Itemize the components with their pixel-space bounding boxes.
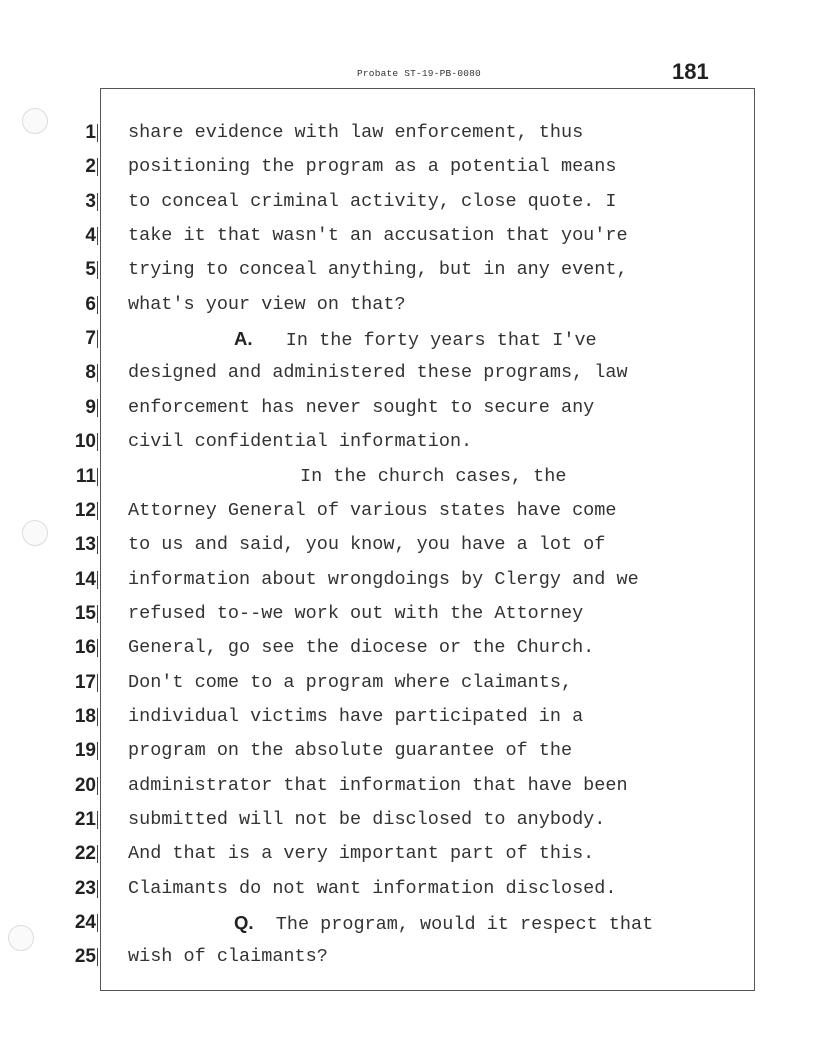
transcript-line — [0, 391, 816, 425]
line-text — [128, 185, 616, 219]
line-body: submitted will not be disclosed to anybody. — [128, 809, 606, 830]
line-body: civil confidential information. — [128, 431, 473, 453]
line-body: to us and said, you know, you have a lot of — [128, 534, 606, 556]
line-text — [234, 906, 653, 942]
line-number-rule — [97, 330, 101, 348]
line-text — [128, 769, 628, 803]
transcript-line — [0, 563, 816, 597]
line-body: refused to--we work out with the Attorney — [128, 602, 584, 624]
line-text — [128, 563, 639, 597]
transcript-line — [0, 940, 816, 974]
line-text — [300, 460, 566, 494]
line-text — [128, 940, 328, 974]
line-number: 25 — [74, 946, 96, 968]
line-number-rule — [97, 364, 101, 382]
line-number: 8 — [85, 362, 96, 384]
line-text — [128, 837, 594, 871]
line-body: Don't come to a program where claimants, — [128, 671, 573, 693]
line-body: Claimants do not want information disclosed. — [128, 877, 617, 899]
line-number-rule — [97, 502, 101, 520]
line-number-rule — [97, 468, 101, 486]
line-number-rule — [97, 571, 101, 589]
line-text — [128, 288, 406, 322]
transcript-line — [0, 803, 816, 837]
transcript-line — [0, 185, 816, 219]
transcript-line — [0, 734, 816, 768]
line-text — [128, 872, 616, 906]
transcript-line — [0, 460, 816, 494]
page-number: 181 — [672, 59, 709, 84]
line-body: The program, would it respect that — [253, 914, 654, 936]
line-body: General, go see the diocese or the Church. — [128, 637, 595, 659]
line-body: administrator that information that have been — [128, 774, 628, 796]
line-number: 15 — [74, 602, 96, 624]
line-number: 16 — [74, 637, 96, 659]
transcript-line — [0, 425, 816, 459]
line-text — [128, 597, 583, 631]
line-text — [128, 356, 628, 390]
line-text — [128, 700, 583, 734]
line-number: 22 — [74, 843, 96, 865]
line-number-rule — [97, 433, 101, 451]
transcript-line — [0, 116, 816, 150]
line-text — [128, 116, 583, 150]
transcript-line — [0, 253, 816, 287]
line-number: 3 — [85, 190, 96, 212]
line-number: 21 — [74, 809, 96, 830]
transcript-line — [0, 700, 816, 734]
transcript-line — [0, 906, 816, 940]
transcript-line — [0, 356, 816, 390]
transcript-line — [0, 150, 816, 184]
line-number-rule — [97, 261, 101, 279]
line-body: to conceal criminal activity, close quote. I — [128, 190, 617, 212]
line-body: individual victims have participated in a — [128, 705, 584, 727]
line-number-rule — [97, 536, 101, 554]
line-number-rule — [97, 605, 101, 623]
line-number: 20 — [74, 774, 96, 796]
speaker-label: Q. — [234, 912, 254, 934]
line-number-rule — [97, 296, 101, 314]
line-text — [128, 425, 472, 459]
line-text — [128, 391, 594, 425]
line-number-rule — [97, 914, 101, 932]
line-body: share evidence with law enforcement, thus — [128, 122, 584, 143]
line-text — [128, 494, 616, 528]
line-number: 2 — [85, 156, 96, 178]
line-number: 17 — [74, 671, 96, 693]
line-body: program on the absolute guarantee of the — [128, 740, 573, 762]
line-number: 12 — [74, 499, 96, 521]
transcript-line — [0, 494, 816, 528]
line-number-rule — [97, 845, 101, 863]
line-text — [128, 528, 605, 562]
line-text — [128, 666, 572, 700]
line-number-rule — [97, 227, 101, 245]
line-number: 1 — [85, 122, 96, 143]
line-text — [234, 322, 597, 358]
transcript-line — [0, 769, 816, 803]
line-number-rule — [97, 742, 101, 760]
line-number-rule — [97, 777, 101, 795]
line-body: designed and administered these programs, law — [128, 362, 628, 384]
line-body: positioning the program as a potential means — [128, 156, 617, 178]
line-number-rule — [97, 948, 101, 966]
line-number-rule — [97, 674, 101, 692]
line-number-rule — [97, 639, 101, 657]
line-text — [128, 219, 628, 253]
line-body: In the church cases, the — [300, 465, 567, 487]
line-number: 6 — [85, 293, 96, 315]
line-number-rule — [97, 399, 101, 417]
line-number: 18 — [74, 705, 96, 727]
line-body: information about wrongdoings by Clergy and we — [128, 568, 639, 590]
line-text — [128, 734, 572, 768]
line-number: 4 — [85, 225, 96, 247]
case-number: Probate ST-19-PB-0080 — [357, 68, 481, 79]
speaker-label: A. — [234, 328, 253, 350]
transcript-line — [0, 631, 816, 665]
line-text — [128, 150, 616, 184]
line-body: In the forty years that I've — [252, 330, 597, 352]
line-body: what's your view on that? — [128, 293, 406, 315]
line-number-rule — [97, 124, 101, 142]
line-body: take it that wasn't an accusation that you're — [128, 225, 628, 247]
transcript-line — [0, 837, 816, 871]
line-number: 7 — [85, 328, 96, 350]
line-text — [128, 803, 605, 837]
transcript-line — [0, 597, 816, 631]
transcript-line — [0, 666, 816, 700]
line-text — [128, 253, 628, 287]
line-number: 23 — [74, 877, 96, 899]
line-number: 10 — [74, 431, 96, 453]
transcript-line — [0, 322, 816, 356]
line-number-rule — [97, 158, 101, 176]
line-number: 9 — [85, 396, 96, 418]
line-text — [128, 631, 594, 665]
transcript-line — [0, 219, 816, 253]
line-number: 5 — [85, 259, 96, 281]
line-number-rule — [97, 708, 101, 726]
line-number: 24 — [74, 912, 96, 934]
transcript-line — [0, 288, 816, 322]
line-number-rule — [97, 811, 101, 829]
line-body: Attorney General of various states have come — [128, 499, 617, 521]
line-number: 13 — [74, 534, 96, 556]
line-number: 19 — [74, 740, 96, 762]
line-number-rule — [97, 880, 101, 898]
line-number-rule — [97, 193, 101, 211]
line-body: trying to conceal anything, but in any event, — [128, 259, 628, 281]
line-body: And that is a very important part of this. — [128, 843, 595, 865]
line-body: enforcement has never sought to secure any — [128, 396, 595, 418]
transcript-line — [0, 872, 816, 906]
line-number: 14 — [74, 568, 96, 590]
line-body: wish of claimants? — [128, 946, 328, 968]
line-number: 11 — [75, 465, 96, 487]
transcript-line — [0, 528, 816, 562]
